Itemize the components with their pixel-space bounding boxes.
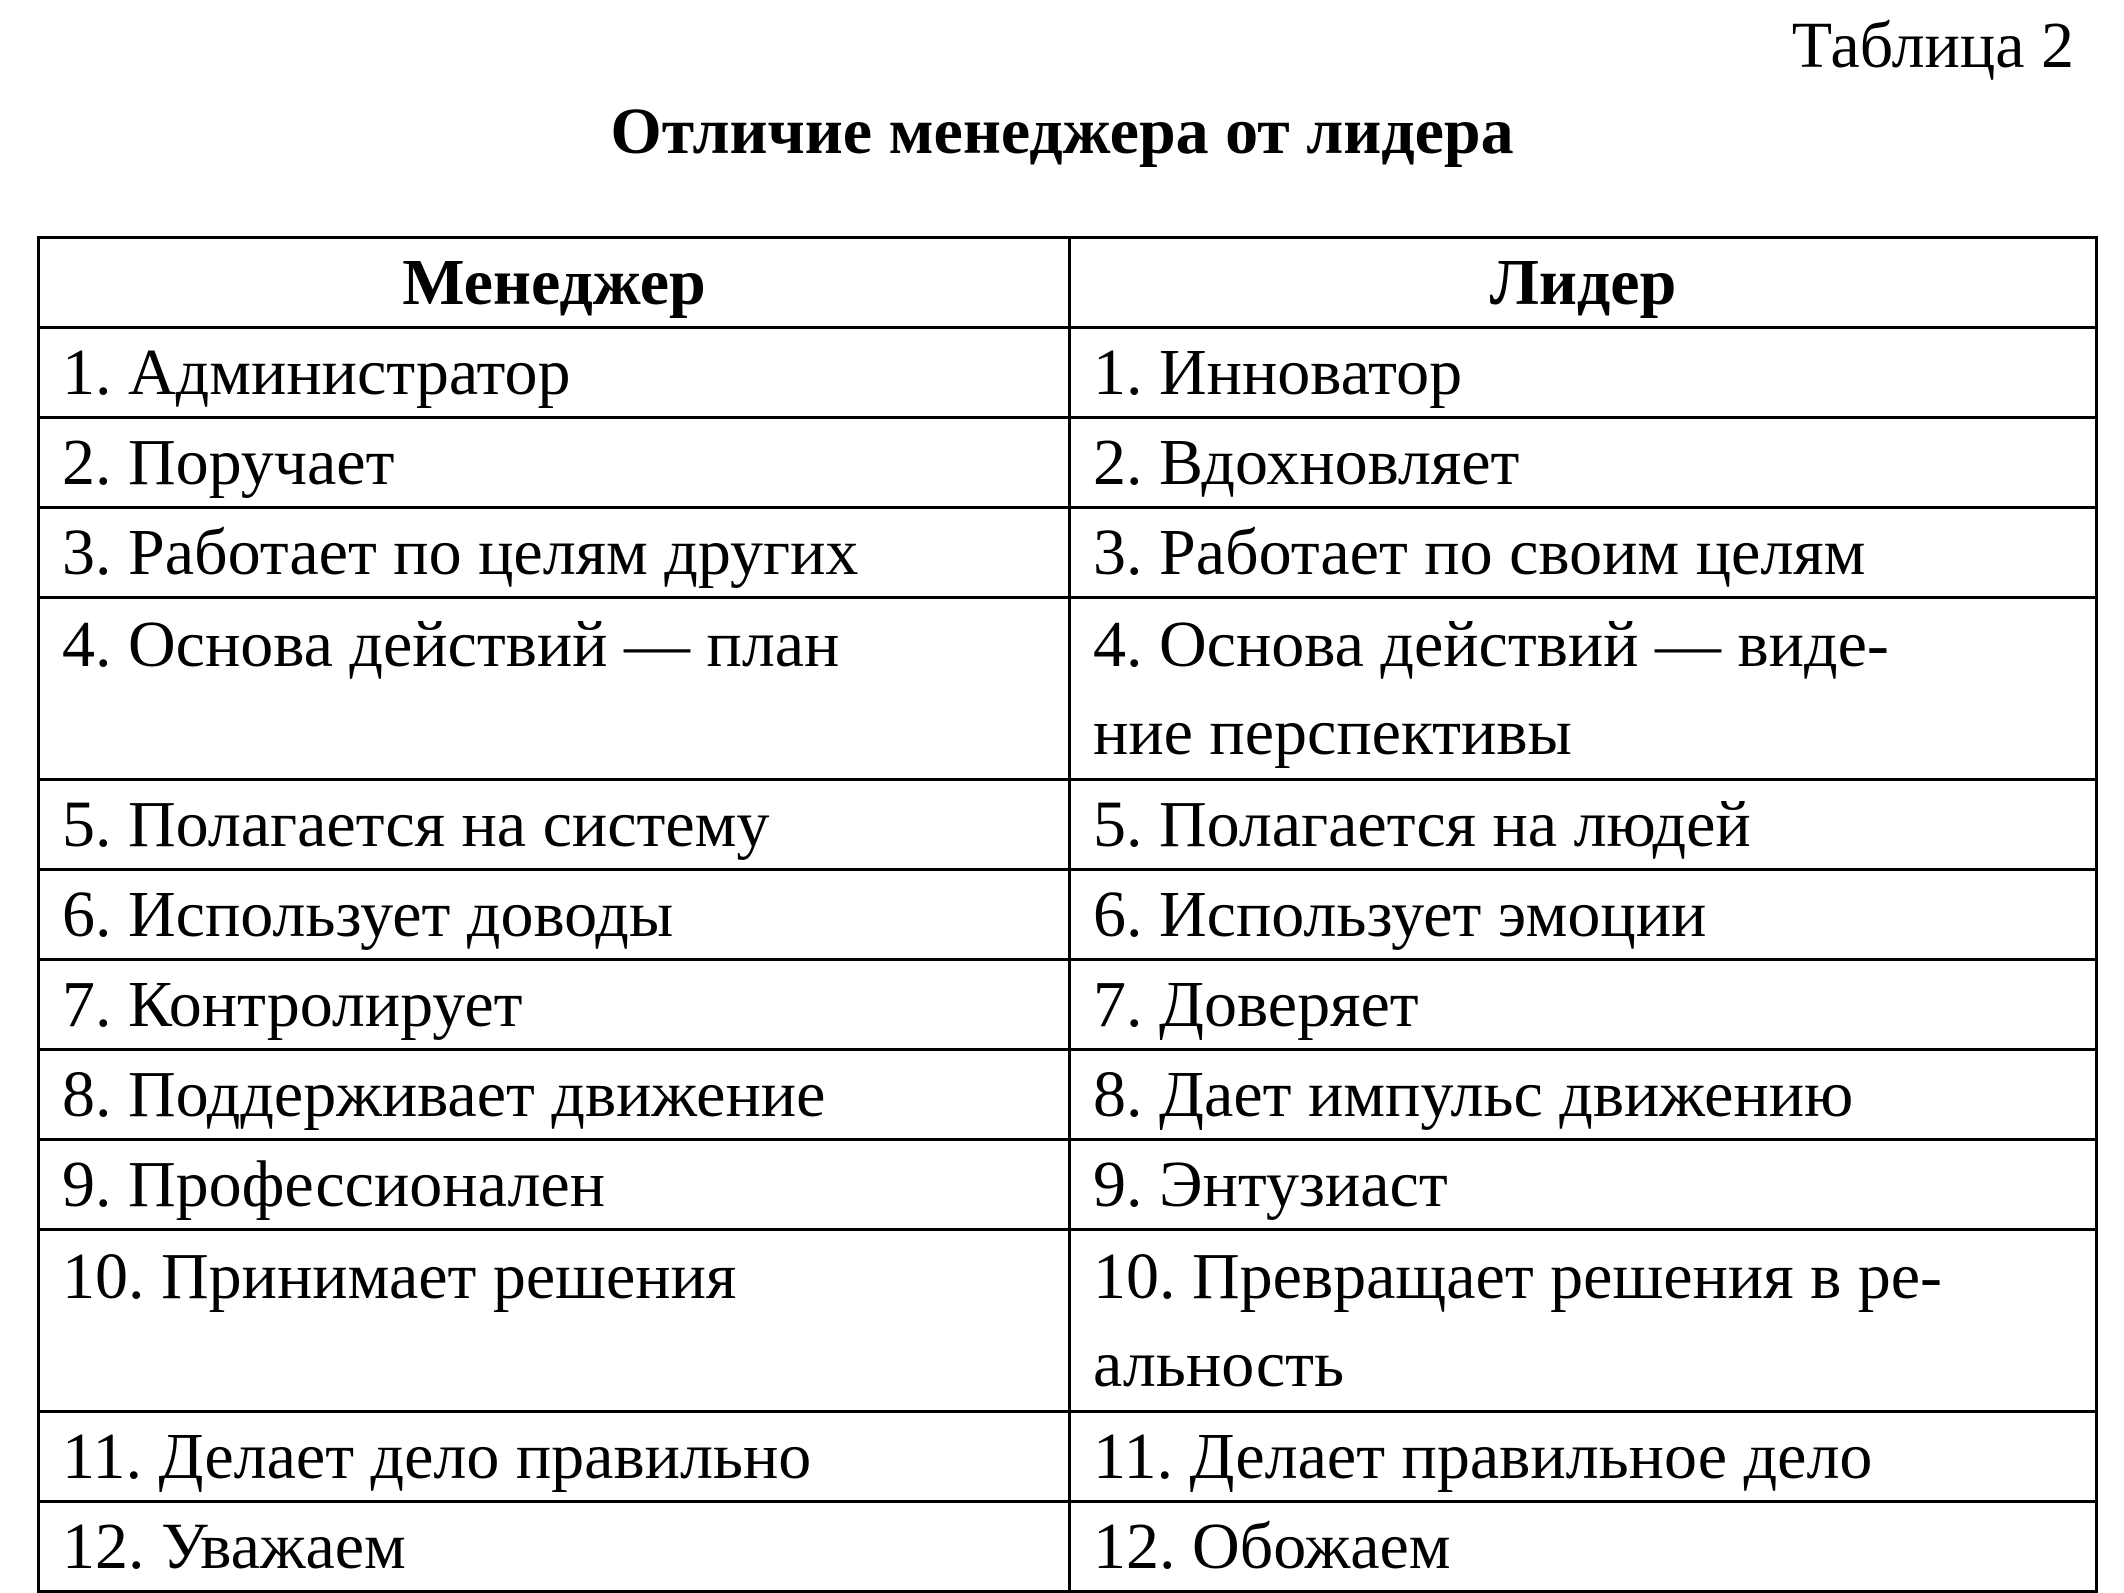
cell-text-continued: альность (1093, 1328, 1345, 1401)
cell-text-continued: ние перспективы (1093, 696, 1572, 769)
cell-text: 3. Работает по целям других (62, 516, 859, 589)
cell-text: 1. Администратор (62, 336, 571, 409)
cell-text: 9. Энтузиаст (1093, 1148, 1448, 1221)
table-row (39, 780, 2097, 870)
leader-cell (1070, 780, 2097, 870)
cell-text: 8. Поддерживает движение (62, 1058, 826, 1131)
manager-cell (39, 1050, 1070, 1140)
leader-cell (1070, 960, 2097, 1050)
table-row (39, 598, 2097, 780)
cell-text: 6. Использует доводы (62, 878, 674, 951)
cell-text: 3. Работает по своим целям (1093, 516, 1866, 589)
table-row (39, 1050, 2097, 1140)
header-leader: Лидер (1070, 238, 2097, 328)
cell-text: 12. Уважаем (62, 1510, 406, 1583)
manager-cell (39, 1140, 1070, 1230)
cell-text: 2. Поручает (62, 426, 395, 499)
cell-text: 12. Обожаем (1093, 1510, 1451, 1583)
cell-text: 4. Основа действий — виде- (1093, 608, 1889, 681)
table-row (39, 328, 2097, 418)
manager-cell (39, 418, 1070, 508)
leader-cell (1070, 1050, 2097, 1140)
table-row (39, 1140, 2097, 1230)
leader-cell (1070, 328, 2097, 418)
cell-text: 1. Инноватор (1093, 336, 1463, 409)
table-number-label: Таблица 2 (1791, 9, 2074, 82)
cell-text: 10. Принимает решения (62, 1240, 737, 1313)
manager-cell (39, 780, 1070, 870)
leader-cell (1070, 1502, 2097, 1592)
table-row (39, 1412, 2097, 1502)
table-row (39, 1230, 2097, 1412)
leader-cell (1070, 1230, 2097, 1412)
table-header-row (39, 238, 2097, 328)
cell-text: 5. Полагается на людей (1093, 788, 1751, 861)
leader-cell (1070, 598, 2097, 780)
manager-cell (39, 870, 1070, 960)
leader-cell (1070, 508, 2097, 598)
table-row (39, 870, 2097, 960)
cell-text: 4. Основа действий — план (62, 608, 840, 681)
cell-text: 8. Дает импульс движению (1093, 1058, 1854, 1131)
cell-text: 2. Вдохновляет (1093, 426, 1520, 499)
cell-text: 11. Делает дело правильно (62, 1420, 812, 1493)
leader-cell (1070, 418, 2097, 508)
manager-cell (39, 960, 1070, 1050)
table-row (39, 960, 2097, 1050)
manager-cell (39, 328, 1070, 418)
cell-text: 5. Полагается на систему (62, 788, 770, 861)
manager-cell (39, 1412, 1070, 1502)
table-title: Отличие менеджера от лидера (610, 95, 1514, 168)
leader-cell (1070, 870, 2097, 960)
manager-cell (39, 598, 1070, 780)
cell-text: 11. Делает правильное дело (1093, 1420, 1873, 1493)
cell-text: 6. Использует эмоции (1093, 878, 1707, 951)
cell-text: 9. Профессионален (62, 1148, 606, 1221)
table-row (39, 1502, 2097, 1592)
manager-cell (39, 1230, 1070, 1412)
manager-cell (39, 1502, 1070, 1592)
manager-cell (39, 508, 1070, 598)
cell-text: 10. Превращает решения в ре- (1093, 1240, 1943, 1313)
table-row (39, 508, 2097, 598)
table-row (39, 418, 2097, 508)
manager-vs-leader-table (37, 236, 2098, 1593)
leader-cell (1070, 1140, 2097, 1230)
cell-text: 7. Доверяет (1093, 968, 1419, 1041)
cell-text: 7. Контролирует (62, 968, 523, 1041)
leader-cell (1070, 1412, 2097, 1502)
header-manager: Менеджер (39, 238, 1070, 328)
